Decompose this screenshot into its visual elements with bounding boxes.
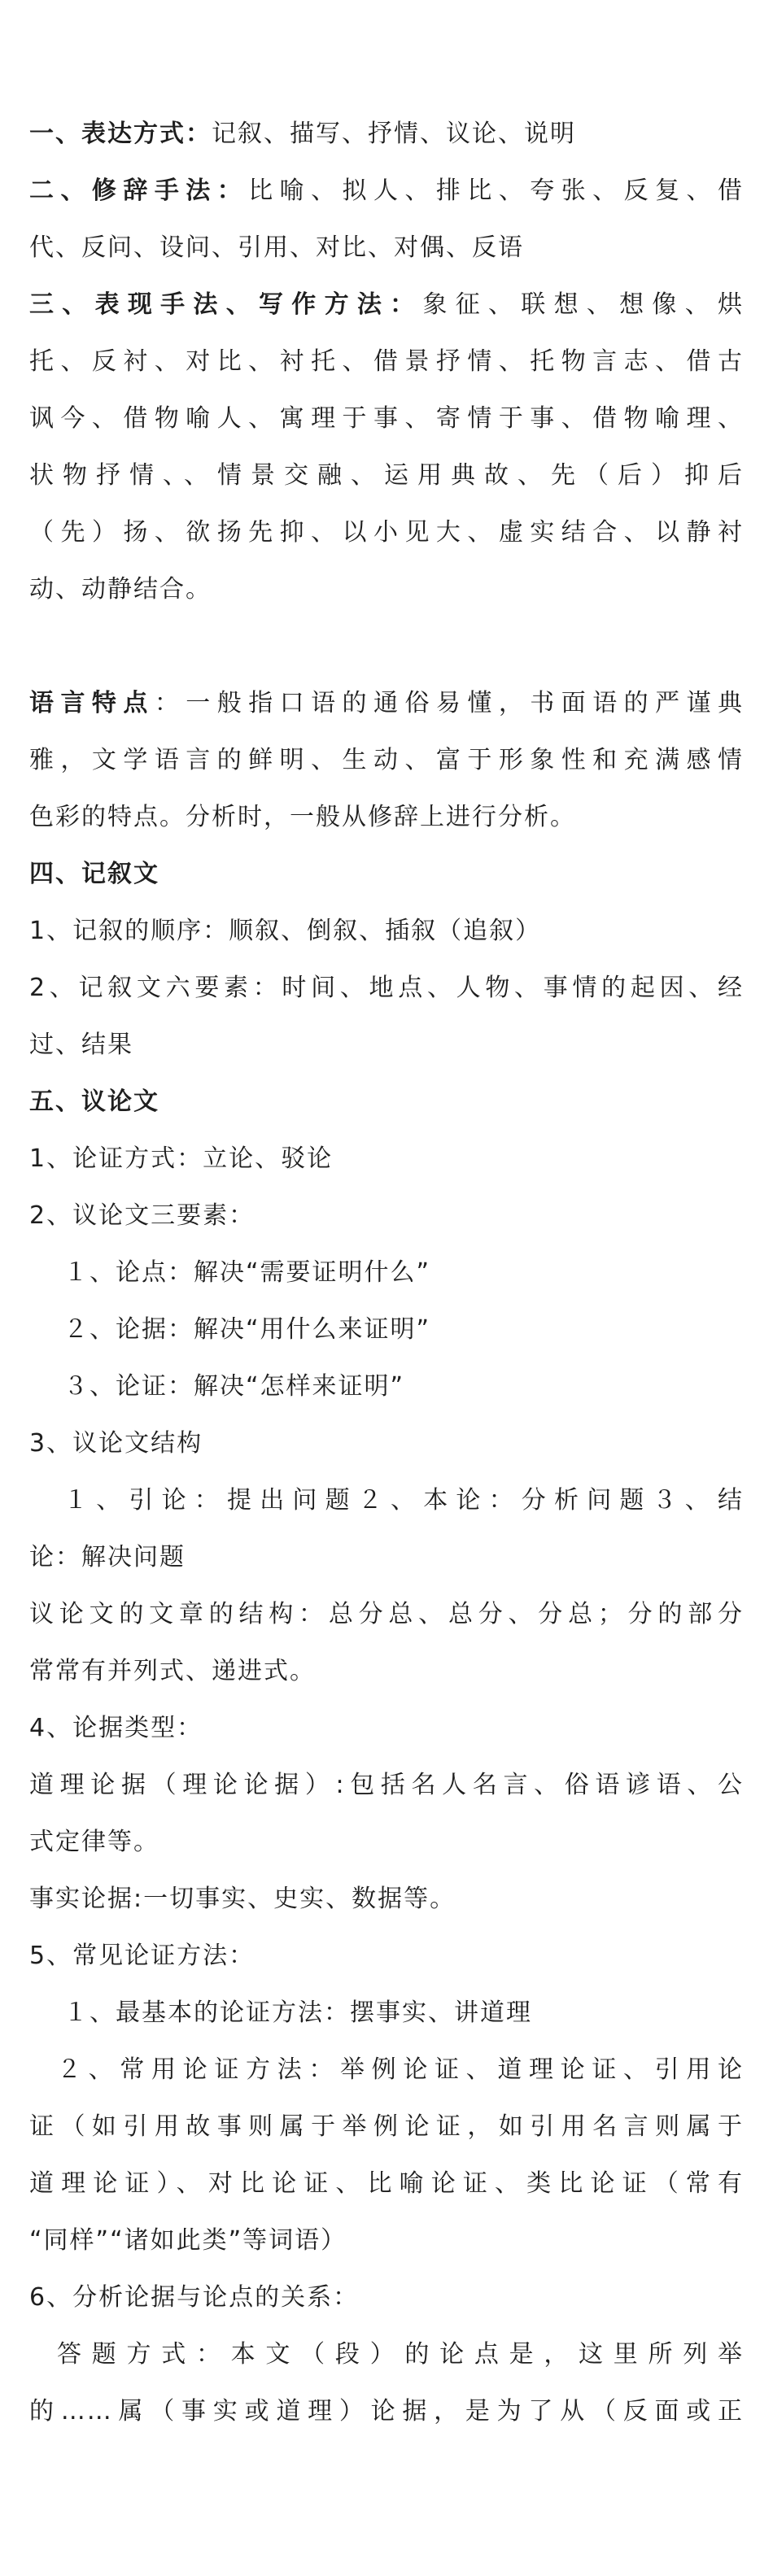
language-features (29, 675, 744, 732)
section-expression-methods (29, 106, 744, 163)
sub-item: １、最基本的论证方法：摆事实、讲道理 (63, 1998, 532, 2027)
text-line: 事实论据:一切事实、史实、数据等。 (29, 1885, 456, 1913)
section-label: 语言特点 (29, 689, 155, 717)
list-item: 3、议论文结构 (29, 1429, 203, 1458)
section-text: 记叙、描写、抒情、议论、说明 (212, 120, 576, 148)
text-line: 道理论证）、对比论证、比喻论证、类比论证（常有 (29, 2169, 744, 2198)
list-item: 2、记叙文六要素：时间、地点、人物、事情的起因、经 (29, 974, 744, 1002)
text-line: 托、反衬、对比、衬托、借景抒情、托物言志、借古 (29, 347, 744, 376)
section-label: 三、表现手法、写作方法： (29, 290, 423, 319)
list-item: 1、论证方式：立论、驳论 (29, 1144, 334, 1173)
text-line: 论：解决问题 (29, 1543, 186, 1571)
sub-item: １、引论：提出问题２、本论：分析问题３、结 (63, 1486, 744, 1515)
text-line: 常常有并列式、递进式。 (29, 1657, 316, 1685)
text-line: 式定律等。 (29, 1828, 159, 1856)
text-line: 色彩的特点。分析时，一般从修辞上进行分析。 (29, 803, 576, 831)
section-rhetoric (29, 163, 744, 220)
list-item: 过、结果 (29, 1031, 133, 1059)
section-techniques (29, 277, 744, 333)
text-line: 状物抒情、、情景交融、运用典故、先（后）抑后 (29, 461, 744, 490)
sub-item: ３、论证：解决“怎样来证明” (63, 1372, 405, 1401)
text-line: 议论文的文章的结构：总分总、总分、分总；分的部分 (29, 1600, 744, 1628)
text-line: 雅，文学语言的鲜明、生动、富于形象性和充满感情 (29, 746, 744, 774)
text-line: 证（如引用故事则属于举例论证，如引用名言则属于 (29, 2112, 744, 2141)
text-line: 的……属（事实或道理）论据，是为了从（反面或正 (29, 2397, 744, 2426)
list-item: 5、常见论证方法： (29, 1942, 255, 1970)
sub-item: ２、常用论证方法：举例论证、道理论证、引用论 (57, 2055, 744, 2084)
spacer (29, 618, 744, 675)
section-label: 二、修辞手法： (29, 177, 249, 205)
section-text: 比喻、拟人、排比、夸张、反复、借 (248, 177, 745, 205)
section-text: 象征、联想、想像、烘 (422, 290, 745, 319)
section-label: 一、表达方式： (29, 120, 212, 148)
text-line: 道理论据（理论论据）:包括名人名言、俗语谚语、公 (29, 1771, 744, 1799)
text-line: （先）扬、欲扬先抑、以小见大、虚实结合、以静衬 (29, 518, 744, 547)
text-line: “同样”“诸如此类”等词语） (29, 2226, 347, 2255)
list-item: 4、论据类型： (29, 1714, 203, 1742)
sub-item: １、论点：解决“需要证明什么” (63, 1258, 431, 1287)
list-item: 6、分析论据与论点的关系： (29, 2283, 360, 2312)
heading-argumentative: 五、议论文 (29, 1087, 159, 1116)
list-item: 1、记叙的顺序：顺叙、倒叙、插叙（追叙） (29, 917, 542, 945)
heading-narrative: 四、记叙文 (29, 860, 159, 888)
text-line: 动、动静结合。 (29, 575, 212, 604)
text-line: 讽今、借物喻人、寓理于事、寄情于事、借物喻理、 (29, 404, 744, 433)
document-body (29, 106, 744, 2440)
list-item: 2、议论文三要素： (29, 1201, 255, 1230)
section-text: ：一般指口语的通俗易懂，书面语的严谨典 (154, 689, 745, 717)
text-line: 答题方式：本文（段）的论点是，这里所列举 (57, 2340, 744, 2369)
text-line: 代、反问、设问、引用、对比、对偶、反语 (29, 233, 524, 262)
sub-item: ２、论据：解决“用什么来证明” (63, 1315, 431, 1344)
